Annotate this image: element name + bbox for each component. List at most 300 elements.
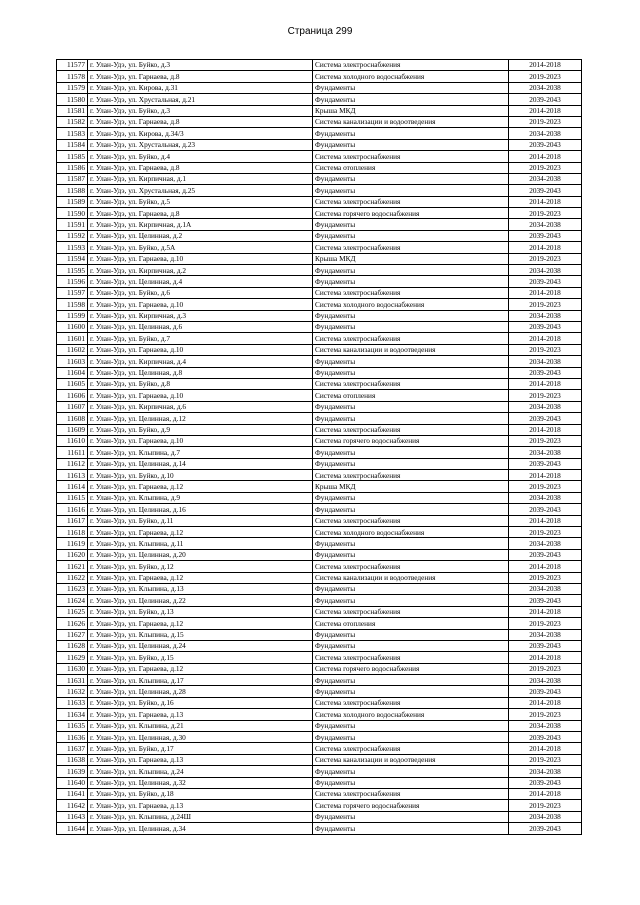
address-cell: г. Улан-Удэ, ул. Буйко, д.3 [88,105,313,116]
table-row [57,789,582,800]
period-cell: 2039-2043 [509,504,582,515]
address-cell: г. Улан-Удэ, ул. Гарнаева, д.10 [88,390,313,401]
period-cell: 2039-2043 [509,321,582,332]
table-row [57,720,582,731]
period-cell: 2034-2038 [509,173,582,184]
period-cell: 2019-2023 [509,709,582,720]
table-row [57,208,582,219]
address-cell: г. Улан-Удэ, ул. Буйко, д.6 [88,287,313,298]
table-row [57,686,582,697]
table-row [57,71,582,82]
period-cell: 2039-2043 [509,367,582,378]
table-row [57,128,582,139]
period-cell: 2039-2043 [509,549,582,560]
work-type-cell: Фундаменты [313,458,509,469]
row-number-cell: 11611 [57,447,88,458]
work-type-cell: Фундаменты [313,139,509,150]
address-cell: г. Улан-Удэ, ул. Гарнаева, д.10 [88,344,313,355]
address-cell: г. Улан-Удэ, ул. Целинная, д.30 [88,732,313,743]
address-cell: г. Улан-Удэ, ул. Буйко, д.12 [88,561,313,572]
page-number-header: Страница 299 [287,26,353,37]
period-cell: 2034-2038 [509,583,582,594]
address-cell: г. Улан-Удэ, ул. Гарнаева, д.8 [88,116,313,127]
work-type-cell: Фундаменты [313,321,509,332]
row-number-cell: 11626 [57,618,88,629]
period-cell: 2014-2018 [509,606,582,617]
row-number-cell: 11599 [57,310,88,321]
address-cell: г. Улан-Удэ, ул. Гарнаева, д.12 [88,481,313,492]
table-row [57,618,582,629]
work-type-cell: Фундаменты [313,766,509,777]
address-cell: г. Улан-Удэ, ул. Клыпина, д.24 [88,766,313,777]
address-cell: г. Улан-Удэ, ул. Целинная, д.8 [88,367,313,378]
row-number-cell: 11633 [57,697,88,708]
work-type-cell: Фундаменты [313,504,509,515]
work-type-cell: Фундаменты [313,367,509,378]
work-type-cell: Система электроснабжения [313,743,509,754]
table-row [57,94,582,105]
table-row [57,709,582,720]
period-cell: 2039-2043 [509,413,582,424]
period-cell: 2034-2038 [509,401,582,412]
row-number-cell: 11579 [57,82,88,93]
address-cell: г. Улан-Удэ, ул. Буйко, д.8 [88,378,313,389]
work-type-cell: Фундаменты [313,549,509,560]
work-type-cell: Система канализации и водоотведения [313,344,509,355]
address-cell: г. Улан-Удэ, ул. Буйко, д.11 [88,515,313,526]
work-type-cell: Фундаменты [313,219,509,230]
table-row [57,527,582,538]
row-number-cell: 11628 [57,640,88,651]
address-cell: г. Улан-Удэ, ул. Гарнаева, д.12 [88,572,313,583]
address-cell: г. Улан-Удэ, ул. Кирова, д.34/3 [88,128,313,139]
period-cell: 2019-2023 [509,71,582,82]
row-number-cell: 11625 [57,606,88,617]
period-cell: 2034-2038 [509,219,582,230]
work-type-cell: Система отопления [313,162,509,173]
address-cell: г. Улан-Удэ, ул. Хрустальная, д.25 [88,185,313,196]
address-cell: г. Улан-Удэ, ул. Целинная, д.14 [88,458,313,469]
address-cell: г. Улан-Удэ, ул. Целинная, д.2 [88,230,313,241]
period-cell: 2019-2023 [509,800,582,811]
row-number-cell: 11639 [57,766,88,777]
address-cell: г. Улан-Удэ, ул. Клыпина, д.24Ш [88,811,313,822]
work-type-cell: Система электроснабжения [313,151,509,162]
row-number-cell: 11580 [57,94,88,105]
table-body [57,60,582,835]
row-number-cell: 11638 [57,754,88,765]
address-cell: г. Улан-Удэ, ул. Буйко, д.9 [88,424,313,435]
row-number-cell: 11605 [57,378,88,389]
row-number-cell: 11618 [57,527,88,538]
address-cell: г. Улан-Удэ, ул. Клыпина, д.11 [88,538,313,549]
address-cell: г. Улан-Удэ, ул. Целинная, д.12 [88,413,313,424]
period-cell: 2034-2038 [509,82,582,93]
work-type-cell: Система электроснабжения [313,515,509,526]
row-number-cell: 11620 [57,549,88,560]
row-number-cell: 11584 [57,139,88,150]
period-cell: 2014-2018 [509,424,582,435]
table-row [57,185,582,196]
address-cell: г. Улан-Удэ, ул. Кирпичная, д.1 [88,173,313,184]
row-number-cell: 11612 [57,458,88,469]
work-type-cell: Система электроснабжения [313,561,509,572]
period-cell: 2034-2038 [509,811,582,822]
table-row [57,276,582,287]
work-type-cell: Фундаменты [313,401,509,412]
address-cell: г. Улан-Удэ, ул. Целинная, д.20 [88,549,313,560]
work-type-cell: Фундаменты [313,128,509,139]
period-cell: 2039-2043 [509,777,582,788]
row-number-cell: 11596 [57,276,88,287]
period-cell: 2019-2023 [509,344,582,355]
table-row [57,583,582,594]
work-type-cell: Система электроснабжения [313,606,509,617]
row-number-cell: 11629 [57,652,88,663]
period-cell: 2034-2038 [509,538,582,549]
address-cell: г. Улан-Удэ, ул. Гарнаева, д.10 [88,435,313,446]
work-type-cell: Фундаменты [313,82,509,93]
work-type-cell: Система электроснабжения [313,333,509,344]
address-cell: г. Улан-Удэ, ул. Клыпина, д.13 [88,583,313,594]
work-type-cell: Система электроснабжения [313,789,509,800]
row-number-cell: 11623 [57,583,88,594]
table-row [57,629,582,640]
row-number-cell: 11603 [57,356,88,367]
period-cell: 2019-2023 [509,754,582,765]
row-number-cell: 11608 [57,413,88,424]
address-cell: г. Улан-Удэ, ул. Целинная, д.4 [88,276,313,287]
address-cell: г. Улан-Удэ, ул. Клыпина, д.21 [88,720,313,731]
row-number-cell: 11609 [57,424,88,435]
table-row [57,697,582,708]
table-row [57,139,582,150]
table-row [57,800,582,811]
period-cell: 2014-2018 [509,743,582,754]
work-type-cell: Фундаменты [313,492,509,503]
row-number-cell: 11589 [57,196,88,207]
row-number-cell: 11617 [57,515,88,526]
period-cell: 2019-2023 [509,253,582,264]
table-row [57,390,582,401]
row-number-cell: 11622 [57,572,88,583]
address-cell: г. Улан-Удэ, ул. Кирпичная, д.4 [88,356,313,367]
table-row [57,561,582,572]
address-cell: г. Улан-Удэ, ул. Буйко, д.15 [88,652,313,663]
period-cell: 2039-2043 [509,732,582,743]
table-row [57,572,582,583]
row-number-cell: 11595 [57,265,88,276]
address-cell: г. Улан-Удэ, ул. Гарнаева, д.13 [88,754,313,765]
table-row [57,435,582,446]
table-row [57,265,582,276]
address-cell: г. Улан-Удэ, ул. Клыпина, д.9 [88,492,313,503]
work-type-cell: Система канализации и водоотведения [313,572,509,583]
row-number-cell: 11637 [57,743,88,754]
work-type-cell: Фундаменты [313,629,509,640]
work-type-cell: Фундаменты [313,265,509,276]
row-number-cell: 11578 [57,71,88,82]
work-type-cell: Фундаменты [313,675,509,686]
period-cell: 2039-2043 [509,139,582,150]
address-cell: г. Улан-Удэ, ул. Буйко, д.13 [88,606,313,617]
period-cell: 2034-2038 [509,265,582,276]
address-cell: г. Улан-Удэ, ул. Хрустальная, д.21 [88,94,313,105]
table-row [57,344,582,355]
work-type-cell: Фундаменты [313,538,509,549]
work-type-cell: Фундаменты [313,185,509,196]
period-cell: 2019-2023 [509,618,582,629]
period-cell: 2019-2023 [509,435,582,446]
row-number-cell: 11577 [57,60,88,71]
row-number-cell: 11591 [57,219,88,230]
address-cell: г. Улан-Удэ, ул. Гарнаева, д.13 [88,709,313,720]
row-number-cell: 11641 [57,789,88,800]
work-type-cell: Система канализации и водоотведения [313,116,509,127]
period-cell: 2014-2018 [509,287,582,298]
table-row [57,116,582,127]
work-type-cell: Система отопления [313,618,509,629]
address-cell: г. Улан-Удэ, ул. Целинная, д.34 [88,823,313,834]
period-cell: 2039-2043 [509,640,582,651]
table-row [57,287,582,298]
table-row [57,242,582,253]
work-type-cell: Система электроснабжения [313,378,509,389]
work-type-cell: Фундаменты [313,732,509,743]
row-number-cell: 11621 [57,561,88,572]
period-cell: 2014-2018 [509,333,582,344]
row-number-cell: 11632 [57,686,88,697]
work-type-cell: Крыша МКД [313,105,509,116]
work-type-cell: Система электроснабжения [313,697,509,708]
period-cell: 2014-2018 [509,196,582,207]
table-row [57,504,582,515]
address-cell: г. Улан-Удэ, ул. Целинная, д.16 [88,504,313,515]
work-type-cell: Фундаменты [313,686,509,697]
row-number-cell: 11606 [57,390,88,401]
address-cell: г. Улан-Удэ, ул. Буйко, д.5 [88,196,313,207]
address-cell: г. Улан-Удэ, ул. Целинная, д.24 [88,640,313,651]
address-cell: г. Улан-Удэ, ул. Кирпичная, д.1А [88,219,313,230]
row-number-cell: 11604 [57,367,88,378]
work-type-cell: Система электроснабжения [313,424,509,435]
period-cell: 2014-2018 [509,652,582,663]
row-number-cell: 11602 [57,344,88,355]
table-row [57,60,582,71]
table-row [57,333,582,344]
work-type-cell: Фундаменты [313,173,509,184]
table-row [57,640,582,651]
address-cell: г. Улан-Удэ, ул. Буйко, д.17 [88,743,313,754]
period-cell: 2039-2043 [509,276,582,287]
work-type-cell: Система электроснабжения [313,60,509,71]
table-row [57,105,582,116]
address-cell: г. Улан-Удэ, ул. Гарнаева, д.8 [88,162,313,173]
period-cell: 2039-2043 [509,458,582,469]
table-row [57,811,582,822]
address-cell: г. Улан-Удэ, ул. Гарнаева, д.8 [88,208,313,219]
period-cell: 2019-2023 [509,527,582,538]
table-row [57,823,582,834]
period-cell: 2014-2018 [509,697,582,708]
table-row [57,196,582,207]
period-cell: 2019-2023 [509,299,582,310]
table-row [57,378,582,389]
table-row [57,481,582,492]
work-type-cell: Фундаменты [313,413,509,424]
row-number-cell: 11590 [57,208,88,219]
address-cell: г. Улан-Удэ, ул. Буйко, д.10 [88,470,313,481]
table-row [57,606,582,617]
period-cell: 2014-2018 [509,242,582,253]
period-cell: 2019-2023 [509,116,582,127]
table-row [57,743,582,754]
table-row [57,652,582,663]
period-cell: 2034-2038 [509,447,582,458]
period-cell: 2039-2043 [509,823,582,834]
table-row [57,401,582,412]
table-row [57,754,582,765]
work-type-cell: Система холодного водоснабжения [313,527,509,538]
table-row [57,766,582,777]
row-number-cell: 11592 [57,230,88,241]
row-number-cell: 11585 [57,151,88,162]
address-cell: г. Улан-Удэ, ул. Гарнаева, д.12 [88,527,313,538]
work-type-cell: Система холодного водоснабжения [313,71,509,82]
row-number-cell: 11634 [57,709,88,720]
work-type-cell: Фундаменты [313,447,509,458]
work-type-cell: Фундаменты [313,230,509,241]
work-type-cell: Система горячего водоснабжения [313,208,509,219]
work-type-cell: Система электроснабжения [313,287,509,298]
period-cell: 2034-2038 [509,310,582,321]
row-number-cell: 11636 [57,732,88,743]
work-type-cell: Фундаменты [313,595,509,606]
row-number-cell: 11624 [57,595,88,606]
period-cell: 2014-2018 [509,378,582,389]
address-cell: г. Улан-Удэ, ул. Целинная, д.6 [88,321,313,332]
period-cell: 2014-2018 [509,60,582,71]
row-number-cell: 11627 [57,629,88,640]
table-row [57,732,582,743]
period-cell: 2034-2038 [509,766,582,777]
row-number-cell: 11613 [57,470,88,481]
address-cell: г. Улан-Удэ, ул. Кирпичная, д.3 [88,310,313,321]
period-cell: 2034-2038 [509,629,582,640]
table-row [57,470,582,481]
row-number-cell: 11642 [57,800,88,811]
work-type-cell: Фундаменты [313,823,509,834]
row-number-cell: 11644 [57,823,88,834]
period-cell: 2034-2038 [509,720,582,731]
table-row [57,310,582,321]
row-number-cell: 11619 [57,538,88,549]
period-cell: 2014-2018 [509,789,582,800]
work-type-cell: Система горячего водоснабжения [313,800,509,811]
row-number-cell: 11587 [57,173,88,184]
table-row [57,663,582,674]
period-cell: 2014-2018 [509,151,582,162]
address-cell: г. Улан-Удэ, ул. Буйко, д.3 [88,60,313,71]
row-number-cell: 11635 [57,720,88,731]
work-type-cell: Крыша МКД [313,253,509,264]
work-type-cell: Система электроснабжения [313,242,509,253]
row-number-cell: 11601 [57,333,88,344]
address-cell: г. Улан-Удэ, ул. Клыпина, д.17 [88,675,313,686]
address-cell: г. Улан-Удэ, ул. Гарнаева, д.12 [88,618,313,629]
address-cell: г. Улан-Удэ, ул. Клыпина, д.7 [88,447,313,458]
table-row [57,538,582,549]
period-cell: 2039-2043 [509,94,582,105]
work-type-cell: Фундаменты [313,720,509,731]
table-row [57,458,582,469]
table-row [57,447,582,458]
work-type-cell: Система горячего водоснабжения [313,663,509,674]
address-cell: г. Улан-Удэ, ул. Буйко, д.4 [88,151,313,162]
address-cell: г. Улан-Удэ, ул. Гарнаева, д.10 [88,253,313,264]
period-cell: 2019-2023 [509,572,582,583]
address-cell: г. Улан-Удэ, ул. Кирова, д.31 [88,82,313,93]
period-cell: 2014-2018 [509,470,582,481]
row-number-cell: 11640 [57,777,88,788]
period-cell: 2014-2018 [509,515,582,526]
table-row [57,549,582,560]
row-number-cell: 11583 [57,128,88,139]
period-cell: 2019-2023 [509,208,582,219]
period-cell: 2034-2038 [509,356,582,367]
row-number-cell: 11610 [57,435,88,446]
address-cell: г. Улан-Удэ, ул. Буйко, д.7 [88,333,313,344]
work-type-cell: Фундаменты [313,276,509,287]
work-type-cell: Система канализации и водоотведения [313,754,509,765]
period-cell: 2039-2043 [509,230,582,241]
row-number-cell: 11643 [57,811,88,822]
table-row [57,675,582,686]
row-number-cell: 11598 [57,299,88,310]
address-cell: г. Улан-Удэ, ул. Буйко, д.16 [88,697,313,708]
table-row [57,162,582,173]
period-cell: 2014-2018 [509,105,582,116]
table-row [57,777,582,788]
row-number-cell: 11597 [57,287,88,298]
table-row [57,515,582,526]
address-cell: г. Улан-Удэ, ул. Гарнаева, д.13 [88,800,313,811]
period-cell: 2034-2038 [509,128,582,139]
table-row [57,492,582,503]
table-row [57,82,582,93]
work-type-cell: Фундаменты [313,583,509,594]
period-cell: 2039-2043 [509,185,582,196]
address-cell: г. Улан-Удэ, ул. Клыпина, д.15 [88,629,313,640]
period-cell: 2039-2043 [509,686,582,697]
period-cell: 2014-2018 [509,561,582,572]
repair-schedule-table [56,59,582,835]
table-row [57,299,582,310]
address-cell: г. Улан-Удэ, ул. Кирпичная, д.2 [88,265,313,276]
work-type-cell: Система электроснабжения [313,652,509,663]
row-number-cell: 11594 [57,253,88,264]
work-type-cell: Система электроснабжения [313,196,509,207]
work-type-cell: Фундаменты [313,94,509,105]
period-cell: 2034-2038 [509,675,582,686]
table-row [57,173,582,184]
address-cell: г. Улан-Удэ, ул. Гарнаева, д.8 [88,71,313,82]
address-cell: г. Улан-Удэ, ул. Хрустальная, д.23 [88,139,313,150]
period-cell: 2039-2043 [509,595,582,606]
address-cell: г. Улан-Удэ, ул. Буйко, д.18 [88,789,313,800]
address-cell: г. Улан-Удэ, ул. Гарнаева, д.10 [88,299,313,310]
row-number-cell: 11615 [57,492,88,503]
